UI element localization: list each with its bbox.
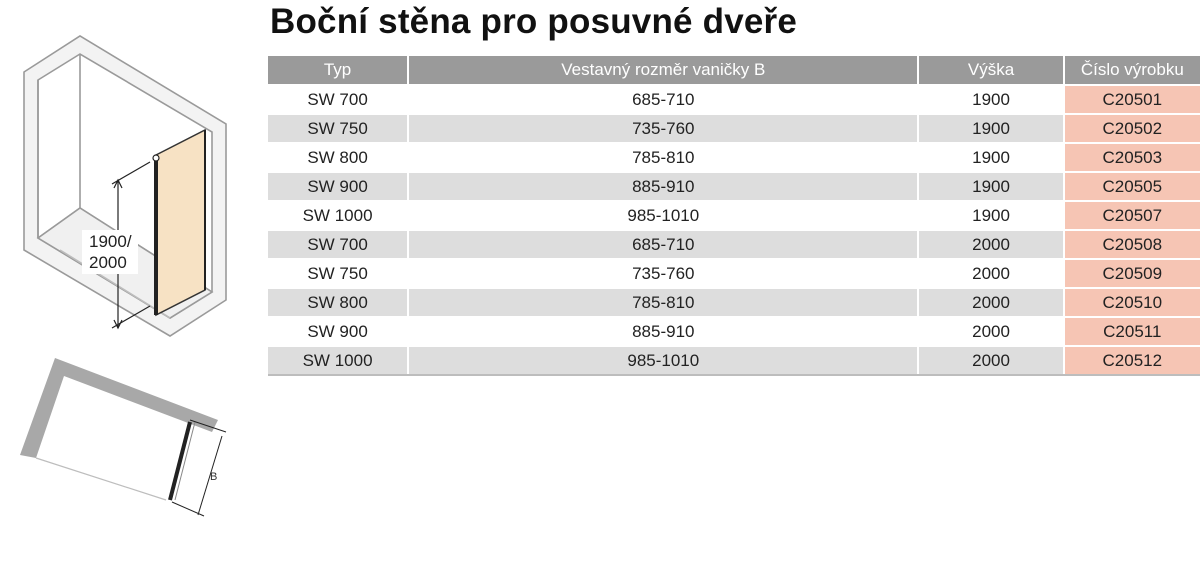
cell-type: SW 750: [268, 114, 408, 143]
side-panel-3d-illustration: [0, 30, 240, 345]
table-row: [268, 143, 1200, 172]
product-spec-table: [268, 56, 1200, 376]
table-row: [268, 201, 1200, 230]
table-row: [268, 114, 1200, 143]
header-type: Typ: [268, 56, 408, 85]
table-row: [268, 230, 1200, 259]
cell-size: 785-810: [408, 143, 918, 172]
cell-product-number: C20507: [1064, 201, 1200, 230]
cell-product-number: C20501: [1064, 85, 1200, 114]
header-built-in-size: Vestavný rozměr vaničky B: [408, 56, 918, 85]
cell-type: SW 800: [268, 143, 408, 172]
table-row: [268, 259, 1200, 288]
cell-height: 1900: [918, 201, 1063, 230]
table-row: [268, 85, 1200, 114]
cell-size: 985-1010: [408, 201, 918, 230]
cell-product-number: C20511: [1064, 317, 1200, 346]
cell-type: SW 900: [268, 317, 408, 346]
page-title: Boční stěna pro posuvné dveře: [270, 2, 798, 41]
cell-size: 885-910: [408, 172, 918, 201]
cell-height: 1900: [918, 172, 1063, 201]
cell-product-number: C20512: [1064, 346, 1200, 375]
header-product-number: Číslo výrobku: [1064, 56, 1200, 85]
cell-product-number: C20510: [1064, 288, 1200, 317]
cell-size: 685-710: [408, 230, 918, 259]
cell-height: 1900: [918, 143, 1063, 172]
cell-size: 985-1010: [408, 346, 918, 375]
cell-type: SW 800: [268, 288, 408, 317]
cell-type: SW 700: [268, 230, 408, 259]
cell-height: 1900: [918, 85, 1063, 114]
cell-height: 1900: [918, 114, 1063, 143]
header-height: Výška: [918, 56, 1063, 85]
table-row: [268, 346, 1200, 375]
cell-height: 2000: [918, 317, 1063, 346]
cell-size: 685-710: [408, 85, 918, 114]
table-row: [268, 317, 1200, 346]
width-dimension-label: B: [210, 471, 218, 483]
height-dimension-label-line1: 1900/: [89, 232, 132, 251]
table-header-row: [268, 56, 1200, 85]
cell-product-number: C20505: [1064, 172, 1200, 201]
cell-height: 2000: [918, 346, 1063, 375]
side-panel-plan-illustration: [0, 350, 240, 530]
cell-type: SW 900: [268, 172, 408, 201]
cell-height: 2000: [918, 288, 1063, 317]
cell-type: SW 700: [268, 85, 408, 114]
cell-type: SW 750: [268, 259, 408, 288]
cell-product-number: C20502: [1064, 114, 1200, 143]
cell-size: 885-910: [408, 317, 918, 346]
cell-height: 2000: [918, 259, 1063, 288]
glass-panel-shape: [156, 130, 205, 315]
cell-size: 785-810: [408, 288, 918, 317]
cell-product-number: C20508: [1064, 230, 1200, 259]
table-row: [268, 288, 1200, 317]
cell-type: SW 1000: [268, 201, 408, 230]
cell-product-number: C20503: [1064, 143, 1200, 172]
table-row: [268, 172, 1200, 201]
cell-product-number: C20509: [1064, 259, 1200, 288]
height-dimension-label-line2: 2000: [89, 253, 127, 272]
cell-type: SW 1000: [268, 346, 408, 375]
cell-size: 735-760: [408, 259, 918, 288]
cell-height: 2000: [918, 230, 1063, 259]
cell-size: 735-760: [408, 114, 918, 143]
